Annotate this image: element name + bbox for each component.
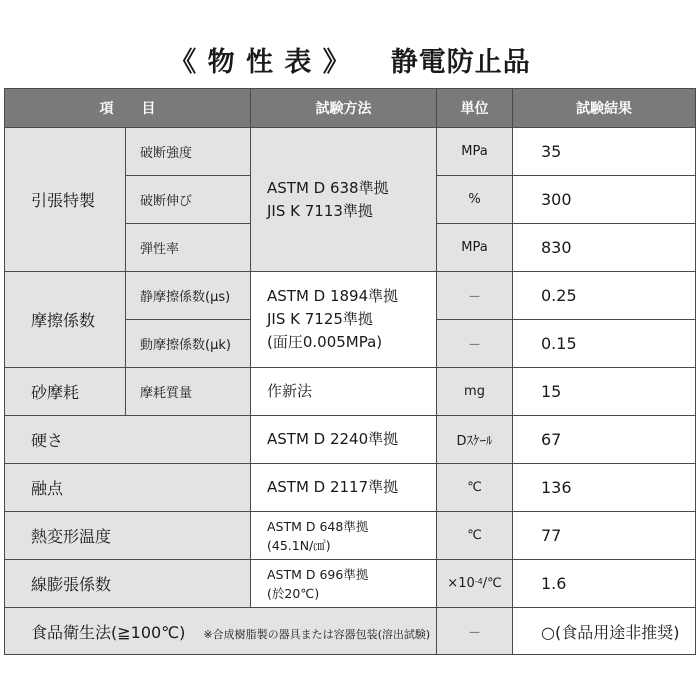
method-cell: ASTM D 648準拠 (45.1N/㎠) xyxy=(251,512,437,560)
unit-cell: － xyxy=(437,608,513,655)
table-row xyxy=(5,512,696,560)
category-hdt: 熱変形温度 xyxy=(5,512,251,560)
result-cell: 35 xyxy=(513,128,696,176)
title-left: 《 物 性 表 》 xyxy=(169,47,351,78)
method-cell: 作新法 xyxy=(251,368,437,416)
result-cell: 300 xyxy=(513,176,696,224)
sub-item: 摩耗質量 xyxy=(126,368,251,416)
unit-cell: Dｽｹｰﾙ xyxy=(437,416,513,464)
sub-item: 弾性率 xyxy=(126,224,251,272)
header-row xyxy=(5,89,696,128)
unit-cell: $\times 10^{-4}/℃$ xyxy=(437,560,513,608)
method-cell: ASTM D 2117準拠 xyxy=(251,464,437,512)
result-cell: 830 xyxy=(513,224,696,272)
result-cell: 0.25 xyxy=(513,272,696,320)
table-row xyxy=(5,416,696,464)
result-cell: 67 xyxy=(513,416,696,464)
unit-cell: ℃ xyxy=(437,512,513,560)
category-expansion: 線膨張係数 xyxy=(5,560,251,608)
page-title xyxy=(0,40,700,84)
result-cell: ○(食品用途非推奨) xyxy=(513,608,696,655)
properties-table xyxy=(4,88,696,655)
method-cell: ASTM D 2240準拠 xyxy=(251,416,437,464)
category-tensile: 引張特製 xyxy=(5,128,126,272)
result-cell: 15 xyxy=(513,368,696,416)
table-row xyxy=(5,608,696,655)
table-row xyxy=(5,272,696,320)
unit-cell: MPa xyxy=(437,128,513,176)
table-row xyxy=(5,368,696,416)
method-tensile: ASTM D 638準拠 JIS K 7113準拠 xyxy=(251,128,437,272)
method-cell: ASTM D 696準拠 (於20℃) xyxy=(251,560,437,608)
unit-cell: － xyxy=(437,272,513,320)
unit-cell: MPa xyxy=(437,224,513,272)
category-friction: 摩擦係数 xyxy=(5,272,126,368)
unit-cell: ℃ xyxy=(437,464,513,512)
category-food xyxy=(5,608,437,655)
result-cell: 77 xyxy=(513,512,696,560)
category-sand: 砂摩耗 xyxy=(5,368,126,416)
header-result: 試験結果 xyxy=(513,89,696,128)
result-cell: 136 xyxy=(513,464,696,512)
header-unit: 単位 xyxy=(437,89,513,128)
unit-cell: mg xyxy=(437,368,513,416)
sub-item: 破断強度 xyxy=(126,128,251,176)
table-row xyxy=(5,128,696,176)
header-method: 試験方法 xyxy=(251,89,437,128)
category-hardness: 硬さ xyxy=(5,416,251,464)
sub-item: 破断伸び xyxy=(126,176,251,224)
table-row xyxy=(5,464,696,512)
food-label: 食品衛生法(≧100℃) xyxy=(31,622,186,642)
title-right: 静電防止品 xyxy=(390,47,531,78)
category-melting: 融点 xyxy=(5,464,251,512)
method-friction: ASTM D 1894準拠 JIS K 7125準拠 (面圧0.005MPa) xyxy=(251,272,437,368)
unit-cell: % xyxy=(437,176,513,224)
unit-cell: － xyxy=(437,320,513,368)
sub-item: 静摩擦係数(μs) xyxy=(126,272,251,320)
table-row xyxy=(5,560,696,608)
food-note: ※合成樹脂製の器具または容器包装(溶出試験) xyxy=(203,627,431,641)
header-item: 項 目 xyxy=(5,89,251,128)
result-cell: 1.6 xyxy=(513,560,696,608)
result-cell: 0.15 xyxy=(513,320,696,368)
sub-item: 動摩擦係数(μk) xyxy=(126,320,251,368)
